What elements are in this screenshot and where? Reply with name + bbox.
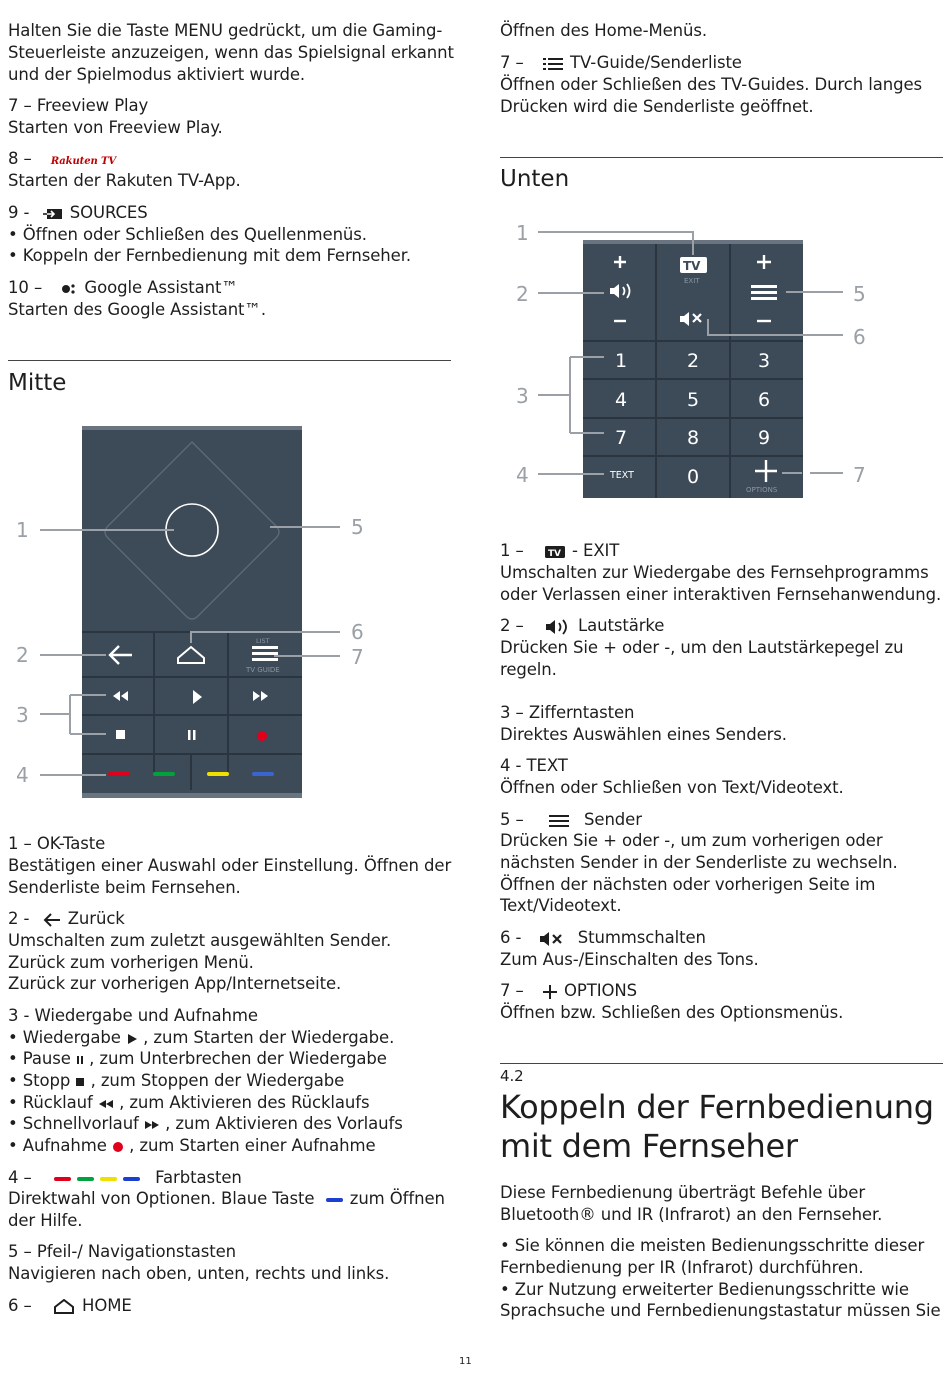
callout-4: 4 <box>16 763 29 787</box>
playback-heading: 3 - Wiedergabe und Aufnahme <box>8 1006 258 1025</box>
volume-line-2: regeln. <box>500 660 557 679</box>
pairing-para1-line-2: Bluetooth® und IR (Infrarot) an den Fernseher. <box>500 1205 883 1224</box>
blue-key-inline-icon <box>326 1198 343 1202</box>
remote-bottom-figure <box>500 215 944 505</box>
channel-line-2: nächsten Sender in der Senderliste zu wechseln. <box>500 853 898 872</box>
callout-b-6: 6 <box>853 325 866 349</box>
svg-text:TV: TV <box>547 548 561 558</box>
nav-keys-heading: 5 – Pfeil-/ Navigationstasten <box>8 1242 237 1261</box>
assistant-desc: Starten des Google Assistant™. <box>8 300 266 319</box>
tv-guide-label: TV-Guide/Senderliste <box>570 53 742 72</box>
pairing-para2-line-1: • Sie können die meisten Bedienungsschritte dieser <box>500 1236 925 1255</box>
playback-rewind <box>8 1092 370 1114</box>
callout-7: 7 <box>351 645 364 669</box>
tv-guide-line-1: Öffnen oder Schließen des TV-Guides. Durch langes <box>500 75 923 94</box>
home-num: 6 – <box>8 1296 32 1315</box>
digits-heading: 3 – Zifferntasten <box>500 703 635 722</box>
rakuten-num: 8 – <box>8 149 32 168</box>
channel-label: Sender <box>584 810 642 829</box>
channel-heading <box>500 809 642 831</box>
record-text: • Aufnahme <box>8 1136 112 1155</box>
pairing-para1-line-1: Diese Fernbedienung überträgt Befehle über <box>500 1183 866 1202</box>
tv-guide-line-2: Drücken wird die Senderliste geöffnet. <box>500 97 814 116</box>
red-key-icon <box>54 1177 71 1181</box>
record-icon <box>257 731 267 741</box>
pairing-para2-line-2: Fernbedienung per IR (Infrarot) durchführen. <box>500 1258 864 1277</box>
rakuten-logo: Rakuten TV <box>50 156 117 167</box>
section-divider-mitte <box>8 360 451 361</box>
playback-forward <box>8 1113 403 1135</box>
digit-8: 8 <box>686 427 700 449</box>
volume-line-1: Drücken Sie + oder -, um den Lautstärkepegel zu <box>500 638 904 657</box>
text-key-label: TEXT <box>610 470 634 481</box>
channel-list-icon <box>549 815 569 827</box>
digit-1: 1 <box>614 350 628 372</box>
callout-b-2: 2 <box>516 282 529 306</box>
back-heading <box>8 908 125 930</box>
chapter-number: 4.2 <box>500 1067 524 1085</box>
playback-stop <box>8 1070 344 1092</box>
section-divider-unten <box>500 157 943 158</box>
color-keys-heading <box>8 1167 242 1189</box>
volume-num: 2 – <box>500 616 524 635</box>
callout-3: 3 <box>16 703 29 727</box>
freeview-heading: 7 – Freeview Play <box>8 96 149 115</box>
color-keys-text-end: zum Öffnen <box>344 1189 445 1208</box>
rewind-glyph-icon <box>98 1098 114 1110</box>
digit-7: 7 <box>614 427 628 449</box>
yellow-key-icon <box>100 1177 117 1181</box>
callout-b-5: 5 <box>853 282 866 306</box>
text-heading: 4 - TEXT <box>500 756 568 775</box>
back-line-3: Zurück zur vorherigen App/Internetseite. <box>8 974 342 993</box>
options-key-label: OPTIONS <box>746 486 778 494</box>
stop-icon <box>116 730 125 739</box>
back-line-2: Zurück zum vorherigen Menü. <box>8 953 254 972</box>
digit-9: 9 <box>757 427 771 449</box>
rewind-desc: , zum Aktivieren des Rücklaufs <box>119 1093 370 1112</box>
home-outline-icon <box>53 1299 75 1315</box>
sources-label: SOURCES <box>69 203 148 222</box>
intro-line-3: und der Spielmodus aktiviert wurde. <box>8 65 306 84</box>
sources-line-1: • Öffnen oder Schließen des Quellenmenüs. <box>8 225 367 244</box>
callout-b-1: 1 <box>516 221 529 245</box>
tv-guide-heading <box>500 52 742 74</box>
exit-line-1: Umschalten zur Wiedergabe des Fernsehprogramms <box>500 563 929 582</box>
home-desc: Öffnen des Home-Menüs. <box>500 21 708 40</box>
options-heading <box>500 980 637 1002</box>
mute-num: 6 - <box>500 928 522 947</box>
callout-6: 6 <box>351 620 364 644</box>
record-glyph-icon <box>112 1141 124 1153</box>
freeview-desc: Starten von Freeview Play. <box>8 118 223 137</box>
section-title-unten: Unten <box>500 166 570 192</box>
digit-2: 2 <box>686 350 700 372</box>
ok-line-2: Senderliste beim Fernsehen. <box>8 878 241 897</box>
text-desc: Öffnen oder Schließen von Text/Videotext. <box>500 778 844 797</box>
assistant-num: 10 – <box>8 278 43 297</box>
assistant-heading <box>8 277 238 299</box>
color-keys-num: 4 – <box>8 1168 32 1187</box>
pause-text: • Pause <box>8 1049 76 1068</box>
color-keys-line-1 <box>8 1188 445 1210</box>
digit-3: 3 <box>757 350 771 372</box>
intro-line-1: Halten Sie die Taste MENU gedrückt, um die Gaming- <box>8 21 443 40</box>
mute-desc: Zum Aus-/Einschalten des Tons. <box>500 950 759 969</box>
section-title-mitte: Mitte <box>8 370 67 396</box>
ok-heading: 1 – OK-Taste <box>8 834 106 853</box>
volume-label: Lautstärke <box>578 616 665 635</box>
exit-line-2: oder Verlassen einer interaktiven Fernsehanwendung. <box>500 585 942 604</box>
speaker-icon <box>545 619 571 635</box>
mute-label: Stummschalten <box>577 928 706 947</box>
exit-heading <box>500 540 619 562</box>
digit-5: 5 <box>686 389 700 411</box>
forward-glyph-icon <box>144 1119 160 1131</box>
google-assistant-icon <box>61 282 77 296</box>
mute-speaker-icon <box>539 932 563 946</box>
volume-heading <box>500 615 664 637</box>
tv-guide-icon <box>543 57 563 71</box>
plus-icon <box>543 985 557 999</box>
callout-2: 2 <box>16 643 29 667</box>
callout-b-3: 3 <box>516 384 529 408</box>
list-label: LIST <box>256 637 270 645</box>
color-keys-text: Direktwahl von Optionen. Blaue Taste <box>8 1189 320 1208</box>
color-keys-label: Farbtasten <box>155 1168 242 1187</box>
blue-key-icon <box>123 1177 140 1181</box>
digits-desc: Direktes Auswählen eines Senders. <box>500 725 787 744</box>
remote-middle-figure <box>8 420 454 805</box>
callout-b-4: 4 <box>516 463 529 487</box>
options-desc: Öffnen bzw. Schließen des Optionsmenüs. <box>500 1003 844 1022</box>
play-desc: , zum Starten der Wiedergabe. <box>143 1028 395 1047</box>
forward-desc: , zum Aktivieren des Vorlaufs <box>165 1114 403 1133</box>
chapter-divider <box>500 1063 943 1064</box>
page-number: 11 <box>459 1356 472 1367</box>
play-glyph-icon <box>126 1033 138 1045</box>
playback-play <box>8 1027 394 1049</box>
chapter-title-line-2: mit dem Fernseher <box>500 1127 798 1165</box>
channel-line-3: Öffnen der nächsten oder vorherigen Seite im <box>500 875 876 894</box>
exit-label: - EXIT <box>572 541 620 560</box>
sources-icon <box>43 208 63 220</box>
home-label: HOME <box>82 1296 132 1315</box>
callout-1: 1 <box>16 518 29 542</box>
digit-0: 0 <box>686 466 700 488</box>
nav-keys-desc: Navigieren nach oben, unten, rechts und links. <box>8 1264 390 1283</box>
digit-6: 6 <box>757 389 771 411</box>
record-desc: , zum Starten einer Aufnahme <box>129 1136 376 1155</box>
rakuten-desc: Starten der Rakuten TV-App. <box>8 171 241 190</box>
sources-heading <box>8 202 148 224</box>
back-label: Zurück <box>67 909 125 928</box>
stop-desc: , zum Stoppen der Wiedergabe <box>90 1071 345 1090</box>
options-num: 7 – <box>500 981 524 1000</box>
chapter-title-line-1: Koppeln der Fernbedienung <box>500 1088 934 1126</box>
options-label: OPTIONS <box>564 981 638 1000</box>
callout-b-7: 7 <box>853 463 866 487</box>
mute-heading <box>500 927 706 949</box>
intro-line-2: Steuerleiste anzuzeigen, wenn das Spielsignal erkannt <box>8 43 454 62</box>
playback-record <box>8 1135 376 1157</box>
back-line-1: Umschalten zum zuletzt ausgewählten Sender. <box>8 931 392 950</box>
tv-key-label: TV <box>683 259 701 273</box>
sources-num: 9 - <box>8 203 30 222</box>
rewind-text: • Rücklauf <box>8 1093 93 1112</box>
ok-line-1: Bestätigen einer Auswahl oder Einstellung. Öffnen der <box>8 856 452 875</box>
pause-desc: , zum Unterbrechen der Wiedergabe <box>89 1049 387 1068</box>
green-key-icon <box>77 1177 94 1181</box>
exit-key-label: EXIT <box>684 277 700 285</box>
channel-line-4: Text/Videotext. <box>500 896 622 915</box>
back-arrow-icon <box>43 913 61 927</box>
channel-num: 5 – <box>500 810 524 829</box>
stop-text: • Stopp <box>8 1071 76 1090</box>
pairing-para2-line-3: • Zur Nutzung erweiterter Bedienungsschritte wie <box>500 1280 909 1299</box>
sources-line-2: • Koppeln der Fernbedienung mit dem Fernseher. <box>8 246 412 265</box>
pause-glyph-icon <box>76 1054 84 1066</box>
channel-line-1: Drücken Sie + oder -, um zum vorherigen oder <box>500 831 883 850</box>
tv-exit-icon <box>545 546 565 558</box>
pairing-para2-line-4: Sprachsuche und Fernbedienungstastatur müssen Sie <box>500 1301 941 1320</box>
forward-text: • Schnellvorlauf <box>8 1114 144 1133</box>
playback-pause <box>8 1048 387 1070</box>
stop-glyph-icon <box>75 1076 85 1088</box>
tv-guide-label: TV GUIDE <box>246 666 280 674</box>
color-keys-line-2: der Hilfe. <box>8 1211 83 1230</box>
back-num: 2 - <box>8 909 30 928</box>
digit-4: 4 <box>614 389 628 411</box>
play-text: • Wiedergabe <box>8 1028 126 1047</box>
exit-num: 1 – <box>500 541 524 560</box>
tv-guide-num: 7 – <box>500 53 524 72</box>
home-heading <box>8 1295 132 1317</box>
callout-5: 5 <box>351 515 364 539</box>
assistant-label: Google Assistant™ <box>84 278 238 297</box>
